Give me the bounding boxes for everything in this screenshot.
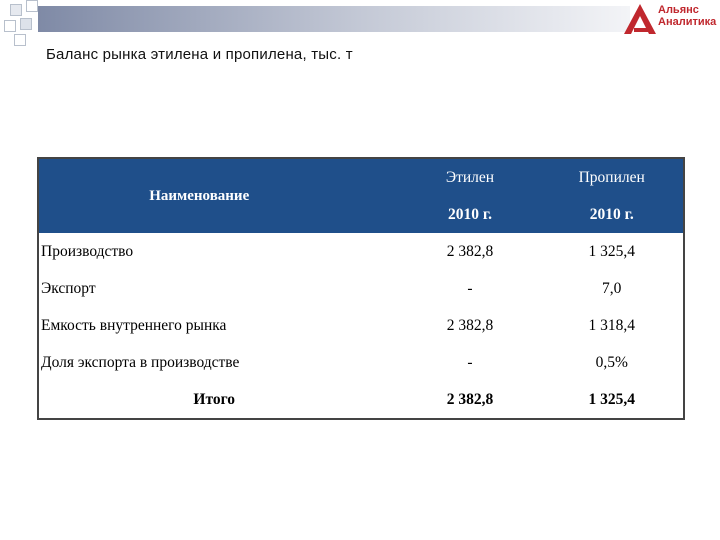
row-ethylene-value: 2 382,8 (446, 316, 494, 334)
row-propylene-value: 7,0 (602, 279, 622, 297)
logo-line2: Аналитика (658, 16, 717, 28)
table-total-row (38, 381, 684, 419)
row-propylene-value: 1 318,4 (588, 316, 635, 334)
balance-table (37, 157, 685, 420)
table-row (38, 270, 684, 307)
name-column-header: Наименование (38, 158, 399, 233)
row-propylene-value: 1 325,4 (588, 242, 635, 260)
logo-a-icon (622, 2, 658, 36)
table-row (38, 344, 684, 381)
row-name: Производство (41, 242, 134, 260)
page-title: Баланс рынка этилена и пропилена, тыс. т (46, 46, 353, 63)
ethylene-column-header: Этилен (399, 158, 540, 196)
propylene-year-header: 2010 г. (540, 196, 684, 233)
ethylene-year-header: 2010 г. (399, 196, 540, 233)
row-name: Экспорт (41, 279, 96, 297)
row-ethylene-value: - (467, 279, 473, 297)
propylene-column-header: Пропилен (540, 158, 684, 196)
header-bar (38, 6, 630, 32)
row-name: Доля экспорта в производстве (41, 353, 240, 371)
row-ethylene-value: - (467, 353, 473, 371)
row-propylene-value: 0,5% (595, 353, 628, 371)
row-ethylene-value: 2 382,8 (446, 242, 494, 260)
table-row (38, 233, 684, 270)
total-label: Итого (193, 390, 236, 408)
logo-line1: Альянс (658, 4, 699, 16)
table-row (38, 307, 684, 344)
row-name: Емкость внутреннего рынка (41, 316, 227, 334)
company-logo (622, 2, 718, 38)
total-propylene-value: 1 325,4 (588, 390, 635, 408)
table-header-row (38, 158, 684, 196)
total-ethylene-value: 2 382,8 (446, 390, 494, 408)
